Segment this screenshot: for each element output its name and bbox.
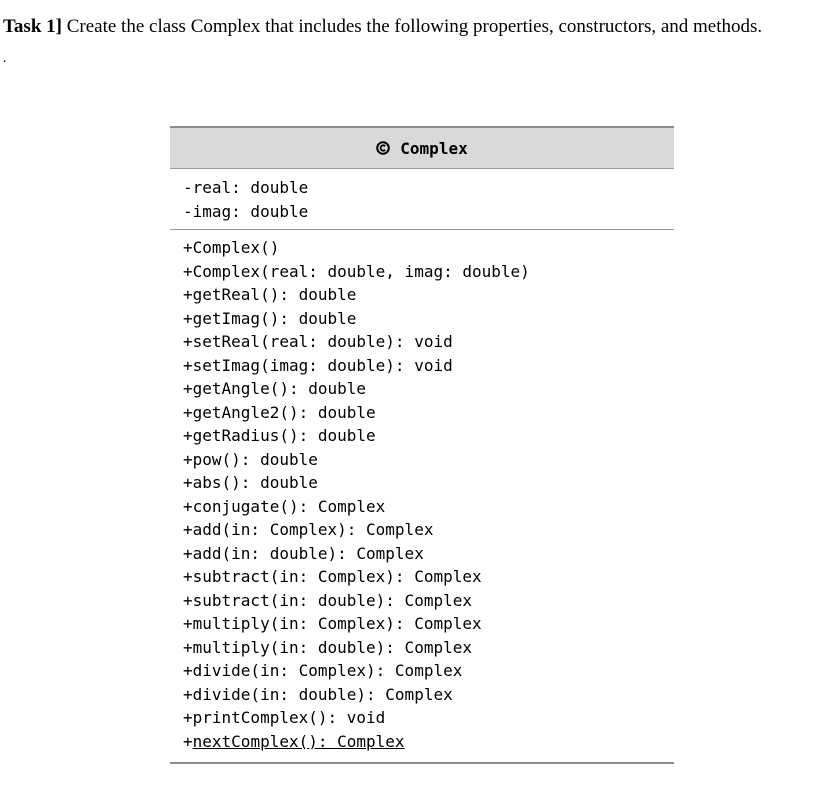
attribute-row: -imag: double xyxy=(183,201,309,221)
static-method-row xyxy=(183,730,674,754)
task-text: Create the class Complex that includes the following properties, constructors, and methods. xyxy=(66,16,763,37)
method-row: +Complex(real: double, imag: double) xyxy=(183,261,530,281)
method-row: +abs(): double xyxy=(183,473,318,492)
uml-class-diagram xyxy=(170,126,674,764)
paragraph-marker: . xyxy=(3,51,7,66)
methods-section xyxy=(170,230,674,753)
method-row: +setImag(imag: double): void xyxy=(183,355,453,375)
method-row: +add(in: Complex): Complex xyxy=(183,520,434,539)
method-row: +multiply(in: Complex): Complex xyxy=(183,614,482,633)
method-row: +getAngle(): double xyxy=(183,379,367,398)
method-row: +Complex() xyxy=(183,238,280,257)
method-row: +subtract(in: double): Complex xyxy=(183,590,472,610)
method-row: +getAngle2(): double xyxy=(183,402,376,422)
method-row: +add(in: double): Complex xyxy=(183,543,424,563)
method-row: +setReal(real: double): void xyxy=(183,332,453,351)
method-row: +getRadius(): double xyxy=(183,426,376,445)
task-label: Task 1] xyxy=(3,16,62,37)
attribute-row: -real: double xyxy=(183,178,309,197)
attributes-section xyxy=(170,169,674,230)
method-row: +divide(in: Complex): Complex xyxy=(183,661,463,680)
static-method-visibility: + xyxy=(183,731,193,751)
method-row: +getReal(): double xyxy=(183,285,357,304)
method-row: +divide(in: double): Complex xyxy=(183,684,453,704)
method-row: +printComplex(): void xyxy=(183,708,386,727)
method-row: +conjugate(): Complex xyxy=(183,496,386,516)
method-row: +pow(): double xyxy=(183,449,318,469)
class-icon xyxy=(376,141,390,155)
uml-class-header xyxy=(170,128,674,169)
task-instruction xyxy=(3,14,762,40)
class-name: Complex xyxy=(400,138,468,158)
method-row: +subtract(in: Complex): Complex xyxy=(183,567,482,586)
method-row: +getImag(): double xyxy=(183,308,357,328)
method-row: +multiply(in: double): Complex xyxy=(183,637,472,657)
static-method-signature: nextComplex(): Complex xyxy=(192,731,405,751)
